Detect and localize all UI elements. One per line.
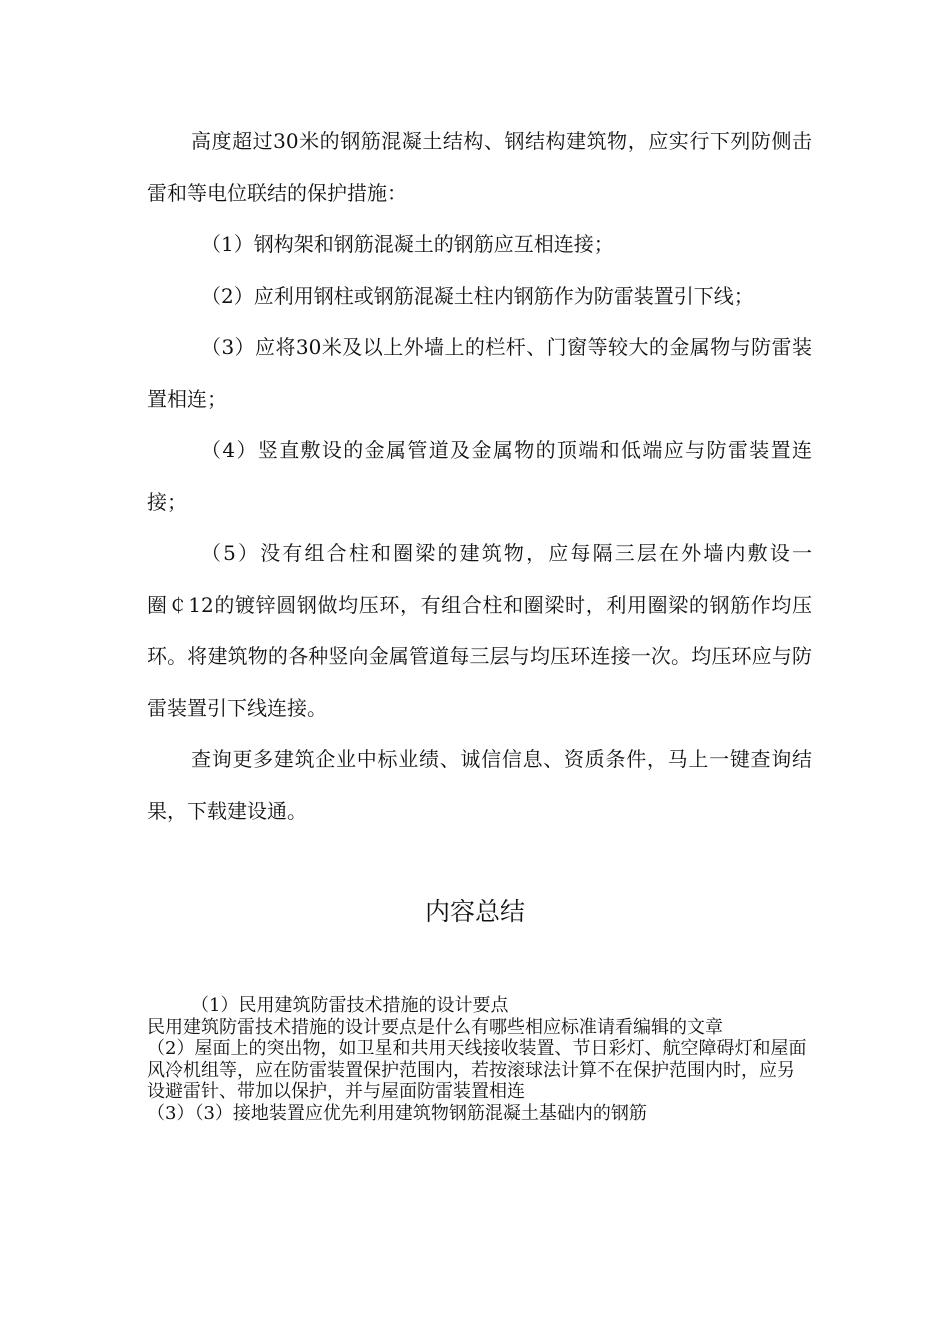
paragraph-item-3: （3）应将30米及以上外墙上的栏杆、门窗等较大的金属物与防雷装置相连； bbox=[147, 335, 812, 411]
paragraph-item-2: （2）应利用钢柱或钢筋混凝土柱内钢筋作为防雷装置引下线； bbox=[201, 283, 754, 308]
paragraph-item-5: （5）没有组合柱和圈梁的建筑物，应每隔三层在外墙内敷设一圈￠12的镀锌圆钢做均压环，有组合柱和圈梁时，利用圈梁的钢筋作均压环。将建筑物的各种竖向金属管道每三层与均压环连接一次。均压环应与防雷装置引下线连接。 bbox=[147, 541, 812, 720]
paragraph-promo: 查询更多建筑企业中标业绩、诚信信息、资质条件，马上一键查询结果，下载建设通。 bbox=[147, 747, 812, 823]
paragraph-intro: 高度超过30米的钢筋混凝土结构、钢结构建筑物，应实行下列防侧击雷和等电位联结的保护措施： bbox=[147, 129, 812, 205]
summary-section bbox=[147, 995, 812, 1125]
summary-item-2: 民用建筑防雷技术措施的设计要点是什么有哪些相应标准请看编辑的文章 bbox=[147, 1016, 723, 1038]
main-body bbox=[147, 116, 812, 837]
paragraph-item-1: （1）钢构架和钢筋混凝土的钢筋应互相连接； bbox=[201, 232, 614, 256]
summary-title: 内容总结 bbox=[424, 897, 525, 926]
summary-item-3: （2）屋面上的突出物，如卫星和共用天线接收装置、节日彩灯、航空障碍灯和屋面风冷机组等，应在防雷装置保护范围内，若按滚球法计算不在保护范围内时，应另设避雷针、带加以保护，并与屋面防雷装置相连 bbox=[147, 1038, 807, 1103]
summary-item-4: （3）（3）接地装置应优先利用建筑物钢筋混凝土基础内的钢筋 bbox=[147, 1102, 647, 1124]
summary-item-1: （1）民用建筑防雷技术措施的设计要点 bbox=[191, 995, 509, 1016]
paragraph-item-4: （4）竖直敷设的金属管道及金属物的顶端和低端应与防雷装置连接； bbox=[147, 438, 812, 514]
